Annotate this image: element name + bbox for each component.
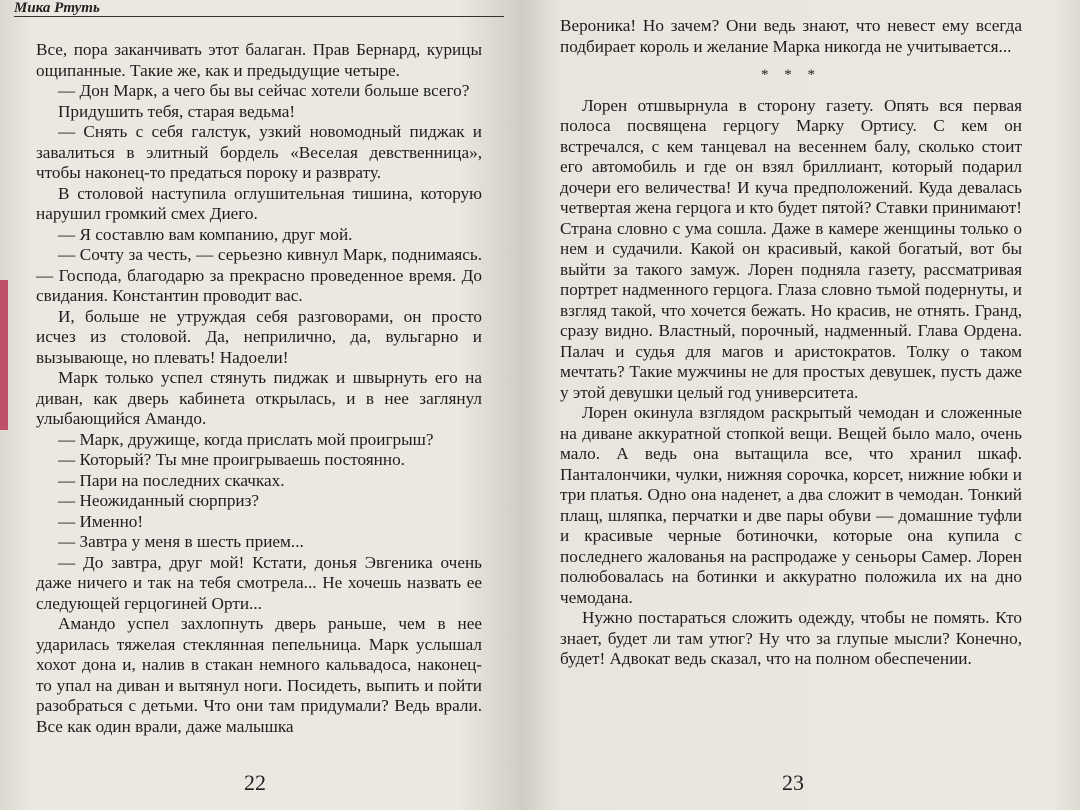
paragraph: — Именно! — [58, 511, 144, 531]
paragraph: Марк только успел стянуть пиджак и швырнуть его на диван, как дверь кабинета открылась, и в нее заглянул улыбающийся Амандо. — [36, 368, 482, 428]
paragraph: — Сочту за честь, — серьезно кивнул Марк, поднимаясь. — Господа, благодарю за прекрасно проведенное время. До свидания. Константин проводит вас. — [36, 245, 482, 305]
paragraph: — Неожиданный сюрприз? — [58, 491, 260, 510]
paragraph: — До завтра, друг мой! Кстати, донья Эвгеника очень даже ничего и так на тебя смотрела... Не хочешь назвать ее следующей герцогиней Орти... — [36, 552, 482, 613]
left-page — [0, 0, 520, 810]
paragraph: — Пари на последних скачках. — [58, 470, 285, 490]
paragraph: Все, пора заканчивать этот балаган. Прав Бернард, курицы ощипанные. Такие же, как и предыдущие четыре. — [36, 40, 482, 80]
header-rule — [14, 16, 504, 17]
paragraph: — Марк, дружище, когда прислать мой проигрыш? — [58, 429, 434, 449]
paragraph: В столовой наступила оглушительная тишина, которую нарушил громкий смех Диего. — [36, 183, 482, 223]
page-number: 23 — [782, 770, 804, 795]
paragraph: Лорен окинула взглядом раскрытый чемодан и сложенные на диване аккуратной стопкой вещи. Вещей было мало, очень мало. А ведь она вытащила все, что хранил шкаф. Панталончики, чулки, нижняя сорочка, корсет, нижние юбки и три платья. Одно она наденет, а два сложит в чемодан. Тонкий плащ, шляпка, перчатки и две пары обуви — домашние туфли и красивые черные ботиночки, которые она купила с последнего жалованья на распродаже у сеньоры Самер. Лорен полюбовалась на ботинки и аккуратно положила их на дно чемодана. — [560, 403, 1022, 607]
bookmark-edge — [0, 280, 8, 430]
paragraph: Придушить тебя, старая ведьма! — [58, 101, 296, 121]
paragraph: — Который? Ты мне проигрываешь постоянно. — [58, 450, 405, 469]
paragraph: — Завтра у меня в шесть прием... — [58, 532, 304, 551]
section-separator: * * * — [761, 67, 821, 83]
paragraph: И, больше не утруждая себя разговорами, он просто исчез из столовой. Да, неприлично, да, вульгарно и вызывающе, но плевать! Надоели! — [36, 306, 482, 367]
paragraph: Лорен отшвырнула в сторону газету. Опять вся первая полоса посвящена герцогу Марку Ортису. С кем он встречался, с кем танцевал на весеннем балу, сколько стоит его автомобиль и где он взял бриллиант, который подарил дочери его величества! И куча предположений. Куда девалась четвертая жена герцога и кто будет пятой? Ставки принимают! Страна словно с ума сошла. Даже в камере женщины только о нем и судачили. Какой он красивый, какой богатый, вот бы выйти за такого замуж. Лорен подняла газету, рассматривая портрет надменного герцога. Глаза словно тьмой подернуты, и взгляд такой, что хочется бежать. Но красив, не отнять. Гранд, сразу видно. Властный, порочный, надменный. Глава Ордена. Палач и судья для магов и аристократов. Толку о таком мечтать? Такие мужчины не для простых девушек, пусть даже у этой девушки целый год университета. — [560, 95, 1022, 402]
left-page-text — [36, 40, 482, 737]
right-page — [520, 0, 1080, 810]
paragraph: Амандо успел захлопнуть дверь раньше, чем в нее ударилась тяжелая стеклянная пепельница. Марк услышал хохот дона и, налив в стакан немного кальвадоса, наконец-то упал на диван и вытянул ноги. Посидеть, выпить и пойти разобраться с детьми. Что они там придумали? Ведь врали. Все как один врали, даже малышка — [36, 614, 482, 736]
paragraph: — Я составлю вам компанию, друг мой. — [58, 224, 353, 244]
paragraph: — Снять с себя галстук, узкий новомодный пиджак и завалиться в элитный бордель «Веселая девственница», чтобы наконец-то предаться пороку и разврату. — [36, 122, 482, 182]
page-number: 22 — [244, 770, 266, 795]
paragraph: Нужно постараться сложить одежду, чтобы не помять. Кто знает, будет ли там утюг? Ну что за глупые мысли? Конечно, будет! Адвокат ведь сказал, что на полном обеспечении. — [560, 608, 1022, 668]
right-page-text — [560, 16, 1022, 670]
paragraph: Вероника! Но зачем? Они ведь знают, что невест ему всегда подбирает король и желание Марка никогда не учитывается... — [560, 16, 1022, 56]
paragraph: — Дон Марк, а чего бы вы сейчас хотели больше всего? — [58, 81, 470, 100]
running-head: Мика Ртуть — [14, 0, 100, 16]
